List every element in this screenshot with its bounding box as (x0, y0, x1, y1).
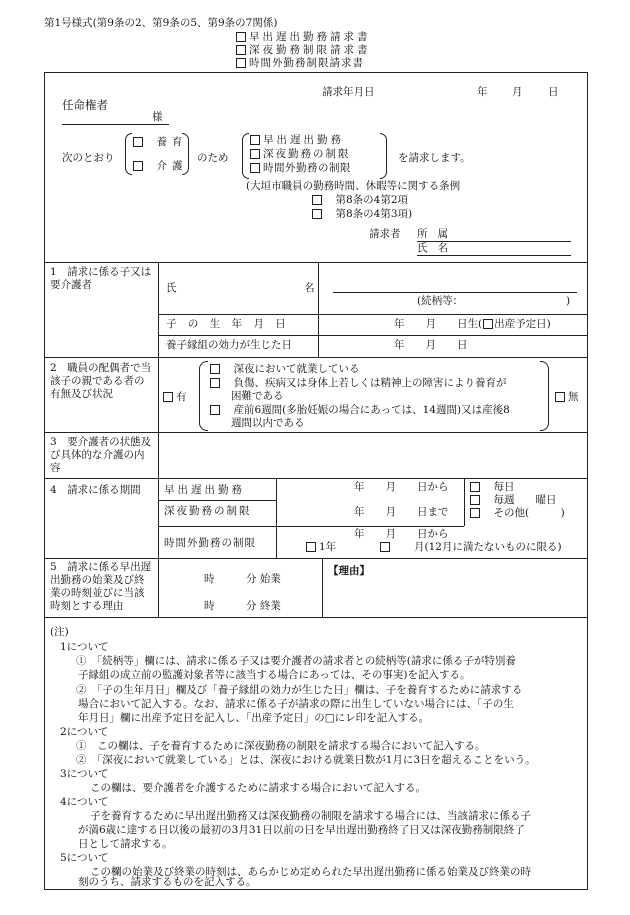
checkbox[interactable] (250, 149, 260, 159)
checkbox[interactable] (250, 163, 260, 173)
checkbox[interactable] (380, 542, 390, 552)
checkbox[interactable] (210, 405, 220, 415)
sec2-item-2b: 困難である (231, 390, 284, 402)
year-label: 年 (477, 86, 488, 98)
appointer-line[interactable] (62, 124, 169, 125)
sec2-item-2: 負傷、疾病又は身体上若しくは精神上の障害により養育が (210, 377, 507, 390)
title-early-late: 早出遅出勤務請求書 (236, 31, 371, 44)
sec4-until: 年 月 日まで (354, 506, 449, 518)
notame-label: のため (197, 152, 229, 164)
start-time: 時 分 始業 (204, 573, 281, 585)
form-number: 第1号様式(第9条の2、第9条の5、第9条の7関係) (44, 17, 278, 29)
checkbox[interactable] (210, 364, 220, 374)
note-line: 刻のうち、請求するものを記入する。 (78, 876, 257, 888)
checkbox[interactable] (236, 58, 246, 68)
note-line: この欄は、要介護者を介護するために請求する場合において記入する。 (90, 782, 426, 794)
checkbox[interactable] (236, 45, 246, 55)
sec4-from: 年 月 日から (354, 481, 449, 493)
ordinance-label: (大垣市職員の勤務時間、休暇等に関する条例 (246, 180, 461, 192)
dept-label: 所属 (417, 228, 458, 240)
name-line[interactable] (417, 255, 571, 256)
note-line: 子縁組の成立前の監護対象者等に該当する場合にあっては、その事実)を記入する。 (78, 669, 471, 681)
checkbox[interactable] (250, 135, 260, 145)
end-time: 時 分 終業 (204, 600, 281, 612)
every-day: 毎日 (470, 481, 515, 494)
one-year: 1年 (306, 541, 336, 554)
tsugino-label: 次のとおり (62, 152, 115, 164)
paren (199, 361, 208, 431)
sec4-row-overtime: 時間外勤務の制限 (164, 537, 256, 549)
checkbox[interactable] (555, 392, 565, 402)
every-week: 毎週 曜日 (470, 494, 557, 507)
divider (464, 478, 465, 526)
purpose-nursing: 介護 (133, 160, 188, 173)
note-line: 3について (60, 768, 109, 780)
sec3-label: 3 要介護者の状態及び具体的な介護の内容 (50, 436, 152, 475)
note-line: が満6歳に達する日以後の最初の3月31日以前の日を早出遅出勤務終了日又は深夜勤務制限終了 (78, 824, 525, 836)
sec2-item-1: 深夜において就業している (210, 363, 360, 376)
checkbox[interactable] (470, 482, 480, 492)
day-label: 日 (548, 86, 559, 98)
article-1: 第8条の4第2項 (312, 194, 408, 207)
divider (44, 262, 588, 263)
note-line: ② 「子の生年月日」欄及び「養子縁組の効力が生じた日」欄は、子を養育するために請求する (76, 684, 523, 696)
relation-label: (続柄等： (417, 295, 464, 307)
divider (158, 500, 276, 501)
sec2-label: 2 職員の配偶者で当該子の親である者の有無及び状況 (50, 362, 152, 401)
checkbox[interactable] (133, 161, 143, 171)
checkbox[interactable] (312, 209, 322, 219)
divider (44, 432, 588, 433)
divider (276, 478, 277, 558)
checkbox[interactable] (306, 542, 316, 552)
note-line: ① この欄は、子を養育するために深夜勤務の制限を請求する場合において記入する。 (76, 740, 486, 752)
paren (540, 361, 549, 431)
checkbox[interactable] (163, 392, 173, 402)
note-line: 5について (60, 852, 109, 864)
type-overtime: 時間外勤務の制限 (250, 162, 351, 175)
other: その他( ) (470, 507, 565, 520)
request-date-label: 請求年月日 (322, 86, 375, 98)
divider (44, 558, 588, 559)
seikyu-label: を請求します。 (398, 152, 471, 164)
divider (158, 314, 588, 315)
relation-close: ) (566, 295, 571, 307)
sec2-item-3: 産前6週間(多胎妊娠の場合にあっては、14週間)又は産後8 (210, 404, 510, 417)
paren (125, 133, 132, 175)
sec4-from2: 年 月 日から (354, 528, 449, 540)
checkbox[interactable] (210, 378, 220, 388)
article-2: 第8条の4第3項) (312, 208, 412, 221)
checkbox[interactable] (483, 319, 493, 329)
note-line: 場合において記入する。なお、請求に係る子が請求の際に出生していない場合には、「子の生 (78, 698, 514, 710)
divider (158, 526, 464, 527)
divider (158, 335, 588, 336)
sama-label: 様 (152, 111, 163, 123)
divider (44, 357, 588, 358)
reason-label: 【理由】 (328, 565, 370, 577)
sec4-label: 4 請求に係る期間 (50, 484, 141, 496)
divider (44, 478, 588, 479)
shi-label: 氏 (166, 282, 177, 294)
divider (318, 262, 319, 357)
child-name-line[interactable] (333, 292, 577, 293)
sec5-label: 5 請求に係る早出遅出勤務の始業及び終業の時刻並びに当該時刻とする理由 (50, 561, 152, 613)
requester-label: 請求者 (369, 228, 401, 240)
note-line: ① 「続柄等」欄には、請求に係る子又は要介護者の請求者との続柄等(請求に係る子が特別養 (76, 655, 516, 667)
spouse-no: 無 (555, 391, 579, 404)
divider (158, 262, 159, 617)
birth-label: 子 の 生 年 月 日 (166, 318, 290, 330)
purpose-childcare: 養育 (133, 136, 188, 149)
month-label: 月 (512, 86, 523, 98)
sec1-label: 1 請求に係る子又は要介護者 (50, 266, 152, 292)
title-night: 深夜勤務制限請求書 (236, 44, 371, 57)
name-label: 氏名 (417, 242, 458, 254)
mei-label: 名 (304, 282, 315, 294)
note-line: 年月日」欄に出産予定日を記入し、「出産予定日」の□にレ印を記入する。 (78, 712, 430, 724)
adopt-label: 養子縁組の効力が生じた日 (166, 339, 292, 351)
appointer-label: 任命権者 (62, 98, 108, 112)
notes-head: (注) (50, 626, 69, 638)
divider (322, 558, 323, 617)
note-line: この欄の始業及び終業の時刻は、あらかじめ定められた早出遅出勤務に係る始業及び終業の時 (90, 866, 531, 878)
checkbox[interactable] (312, 195, 322, 205)
checkbox[interactable] (133, 137, 143, 147)
sec4-row-night: 深夜勤務の制限 (164, 505, 252, 517)
divider (44, 617, 588, 618)
months: 月(12月に満たないものに限る) (380, 541, 562, 554)
spouse-yes: 有 (163, 391, 187, 404)
sec2-item-3b: 週間以内である (231, 417, 305, 429)
checkbox[interactable] (470, 495, 480, 505)
title-overtime: 時間外勤務制限請求書 (236, 57, 364, 70)
type-early-late: 早出遅出勤務 (250, 134, 344, 147)
note-line: ② 「深夜において就業している」とは、深夜における就業日数が1月に3日を超えることをいう。 (76, 754, 536, 766)
sec4-row-early: 早出遅出勤務 (164, 484, 245, 496)
paren (380, 133, 387, 179)
note-line: 1について (60, 641, 109, 653)
note-line: 2について (60, 726, 109, 738)
note-line: 日として請求する。 (78, 838, 173, 850)
checkbox[interactable] (236, 32, 246, 42)
paren (242, 133, 249, 179)
type-night: 深夜勤務の制限 (250, 148, 351, 161)
adopt-value: 年 月 日 (394, 339, 468, 351)
note-line: 4について (60, 796, 109, 808)
birth-value: 年 月 日生( 出産予定日) (394, 318, 551, 330)
checkbox[interactable] (470, 508, 480, 518)
note-line: 子を養育するために早出遅出勤務又は深夜勤務の制限を請求する場合には、当該請求に係る子 (90, 810, 531, 822)
